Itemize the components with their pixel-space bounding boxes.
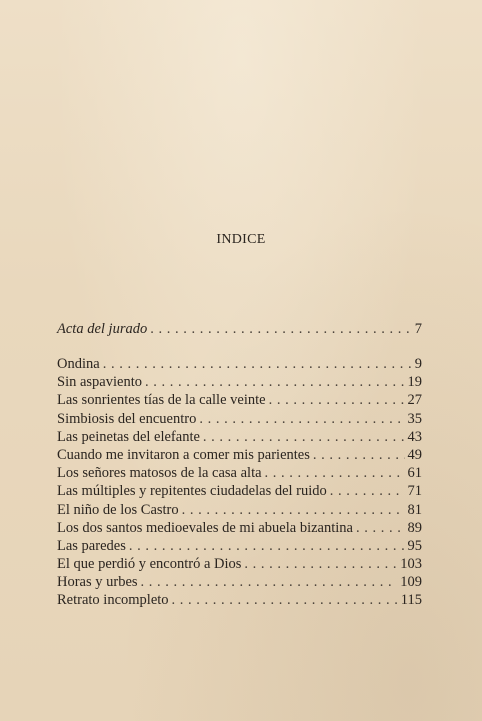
toc-entry [57,537,422,555]
toc-entry-title: Ondina [57,356,100,372]
toc-entry-page: 43 [407,428,422,445]
toc-entry-page: 95 [407,537,422,554]
toc-entry-title: Simbiosis del encuentro [57,410,197,427]
dot-leader [103,355,412,373]
toc-entry-page: 115 [400,592,422,609]
toc-entry-title: El que perdió y encontró a Dios [57,556,242,573]
dot-leader [265,464,405,482]
toc-entry-title: Horas y urbes [57,574,138,591]
toc-entry [57,591,422,609]
toc-entry-title: Las múltiples y repitentes ciudadelas del ruido [57,483,327,500]
page-title: INDICE [216,232,266,247]
toc-entry-title: Las paredes [57,537,126,554]
toc-entry-title: Acta del jurado [57,321,148,337]
dot-leader [203,428,405,446]
toc-entry-page: 35 [407,410,422,427]
dot-leader [330,482,405,500]
toc-entry [57,464,422,482]
toc-entry-page: 61 [407,465,422,482]
dot-leader [141,573,398,591]
toc-entry-page: 9 [414,356,422,372]
dot-leader [150,320,412,338]
toc-entry-page: 81 [407,501,422,518]
toc-entry [57,555,422,573]
toc-entry-page: 71 [407,483,422,500]
toc-entry-page: 7 [414,321,422,337]
dot-leader [244,555,397,573]
dot-leader [356,519,405,537]
toc-entry-title: Los señores matosos de la casa alta [57,465,262,482]
toc-entry [57,391,422,409]
dot-leader [129,537,405,555]
toc-entry [57,355,422,373]
toc-entry [57,320,422,338]
dot-leader [172,591,398,609]
dot-leader [269,391,405,409]
toc-front-matter [57,320,422,338]
toc-entry-page: 49 [407,446,422,463]
dot-leader [145,373,405,391]
toc-entry [57,410,422,428]
toc-entry [57,482,422,500]
toc-entry-page: 109 [400,574,422,591]
toc-entry [57,373,422,391]
toc-entry-title: Las sonrientes tías de la calle veinte [57,392,266,409]
toc-entry-title: Cuando me invitaron a comer mis parientes [57,446,310,463]
toc-entry-title: Los dos santos medioevales de mi abuela bizantina [57,519,353,536]
dot-leader [199,410,404,428]
toc-entry-title: Sin aspaviento [57,374,142,391]
toc-entry [57,519,422,537]
toc-entry-title: Las peinetas del elefante [57,428,200,445]
toc-entry [57,573,422,591]
dot-leader [182,501,405,519]
toc-entry-title: Retrato incompleto [57,592,169,609]
toc-entry-page: 89 [407,519,422,536]
dot-leader [313,446,405,464]
toc-entry-page: 27 [407,392,422,409]
toc-entry [57,446,422,464]
toc-entry-page: 19 [407,374,422,391]
toc-entry [57,501,422,519]
toc-list [57,355,422,610]
toc-entry-title: El niño de los Castro [57,501,179,518]
toc-entry [57,428,422,446]
toc-entry-page: 103 [400,556,422,573]
